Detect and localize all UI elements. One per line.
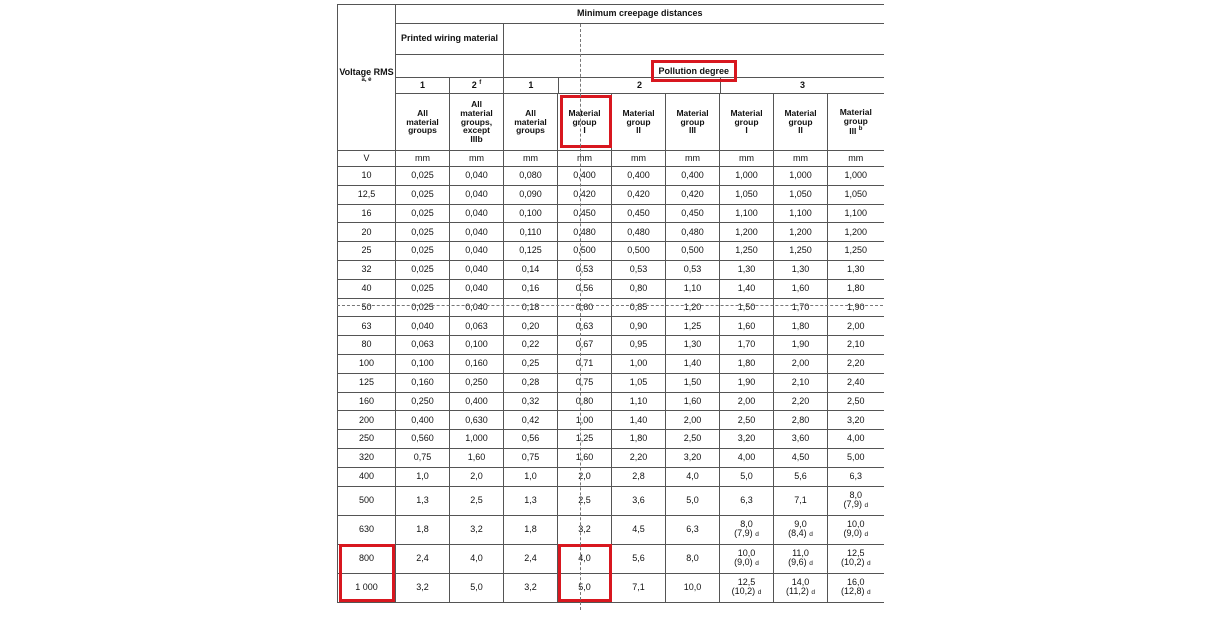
table-row (338, 515, 884, 544)
voltage-cell: 800 (338, 544, 396, 573)
distance-cell: 16,0 (12,8) d (828, 573, 884, 602)
distance-cell: 9,0 (8,4) d (774, 515, 828, 544)
distance-cell: 0,75 (558, 373, 612, 392)
distance-cell: 0,25 (504, 354, 558, 373)
distance-cell: 3,2 (558, 515, 612, 544)
pollution-degree-label: Pollution degree (658, 66, 730, 77)
distance-cell: 4,5 (612, 515, 666, 544)
distance-cell: 0,025 (396, 204, 450, 223)
voltage-header: Voltage RMS $^{a, e}$ (338, 5, 396, 151)
distance-cell: 2,4 (396, 544, 450, 573)
distance-cell: 5,0 (666, 486, 720, 515)
distance-cell: 1,90 (828, 298, 884, 317)
distance-cell: 0,80 (558, 392, 612, 411)
distance-cell: 0,20 (504, 317, 558, 336)
distance-cell: 0,450 (558, 204, 612, 223)
voltage-cell: 63 (338, 317, 396, 336)
distance-cell: 6,3 (720, 486, 774, 515)
material-group-header: All material groups (396, 94, 450, 151)
distance-cell: 1,200 (828, 223, 884, 242)
distance-cell: 0,560 (396, 430, 450, 449)
distance-cell: 0,90 (612, 317, 666, 336)
voltage-cell: 10 (338, 167, 396, 186)
distance-cell: 2,50 (828, 392, 884, 411)
distance-cell: 0,040 (450, 204, 504, 223)
distance-cell: 0,100 (450, 336, 504, 355)
distance-cell: 0,400 (666, 167, 720, 186)
distance-cell: 8,0 (7,9) d (828, 486, 884, 515)
distance-cell: 0,32 (504, 392, 558, 411)
distance-cell: 0,110 (504, 223, 558, 242)
material-group-header: Material group I (558, 94, 612, 151)
distance-cell: 4,0 (558, 544, 612, 573)
distance-cell: 1,0 (504, 467, 558, 486)
distance-cell: 0,100 (396, 354, 450, 373)
table-row (338, 336, 884, 355)
creepage-table-document (337, 4, 883, 610)
distance-cell: 1,100 (828, 204, 884, 223)
distance-cell: 1,90 (720, 373, 774, 392)
distance-cell: 1,0 (396, 467, 450, 486)
distance-cell: 0,56 (558, 279, 612, 298)
distance-cell: 0,420 (612, 185, 666, 204)
distance-cell: 1,80 (720, 354, 774, 373)
distance-cell: 2,4 (504, 544, 558, 573)
distance-cell: 1,40 (720, 279, 774, 298)
voltage-cell: 50 (338, 298, 396, 317)
distance-cell: 4,50 (774, 448, 828, 467)
distance-cell: 1,25 (666, 317, 720, 336)
table-row (338, 486, 884, 515)
distance-cell: 0,025 (396, 242, 450, 261)
distance-cell: 1,40 (612, 411, 666, 430)
table-row (338, 185, 884, 204)
distance-cell: 1,70 (720, 336, 774, 355)
distance-cell: 1,000 (828, 167, 884, 186)
voltage-cell: 40 (338, 279, 396, 298)
distance-cell: 2,8 (612, 467, 666, 486)
table-row (338, 279, 884, 298)
distance-cell: 5,6 (612, 544, 666, 573)
distance-cell: 0,28 (504, 373, 558, 392)
distance-cell: 1,10 (666, 279, 720, 298)
unit-cell: mm (774, 151, 828, 167)
distance-cell: 1,000 (720, 167, 774, 186)
voltage-cell: 32 (338, 260, 396, 279)
distance-cell: 4,00 (828, 430, 884, 449)
distance-cell: 0,040 (396, 317, 450, 336)
unit-cell: mm (558, 151, 612, 167)
table-row (338, 467, 884, 486)
distance-cell: 0,95 (612, 336, 666, 355)
pd-pw1: 1 (396, 77, 450, 93)
distance-cell: 0,040 (450, 260, 504, 279)
distance-cell: 12,5 (10,2) d (828, 544, 884, 573)
distance-cell: 0,500 (558, 242, 612, 261)
unit-cell: mm (666, 151, 720, 167)
distance-cell: 6,3 (828, 467, 884, 486)
table-row (338, 573, 884, 602)
distance-cell: 0,420 (558, 185, 612, 204)
distance-cell: 5,0 (558, 573, 612, 602)
unit-cell: mm (504, 151, 558, 167)
unit-cell: mm (828, 151, 884, 167)
material-group-header: Material group II (612, 94, 666, 151)
voltage-cell: 630 (338, 515, 396, 544)
distance-cell: 1,80 (774, 317, 828, 336)
distance-cell: 10,0 (9,0) d (720, 544, 774, 573)
voltage-cell: 160 (338, 392, 396, 411)
distance-cell: 0,080 (504, 167, 558, 186)
blank-header (504, 24, 884, 55)
table-row (338, 354, 884, 373)
distance-cell: 2,80 (774, 411, 828, 430)
distance-cell: 3,20 (828, 411, 884, 430)
distance-cell: 1,90 (774, 336, 828, 355)
distance-cell: 0,040 (450, 298, 504, 317)
table-row (338, 298, 884, 317)
distance-cell: 0,53 (612, 260, 666, 279)
distance-cell: 2,20 (828, 354, 884, 373)
distance-cell: 1,20 (666, 298, 720, 317)
distance-cell: 0,025 (396, 260, 450, 279)
distance-cell: 0,100 (504, 204, 558, 223)
distance-cell: 6,3 (666, 515, 720, 544)
distance-cell: 2,00 (666, 411, 720, 430)
distance-cell: 0,063 (396, 336, 450, 355)
distance-cell: 0,040 (450, 242, 504, 261)
distance-cell: 2,5 (450, 486, 504, 515)
distance-cell: 1,50 (720, 298, 774, 317)
pd-2: 2 (558, 77, 721, 93)
distance-cell: 1,10 (612, 392, 666, 411)
distance-cell: 0,60 (558, 298, 612, 317)
voltage-cell: 25 (338, 242, 396, 261)
distance-cell: 7,1 (612, 573, 666, 602)
table-row (338, 392, 884, 411)
distance-cell: 1,30 (828, 260, 884, 279)
distance-cell: 1,250 (828, 242, 884, 261)
table-row (338, 544, 884, 573)
table-row (338, 167, 884, 186)
distance-cell: 10,0 (9,0) d (828, 515, 884, 544)
distance-cell: 0,71 (558, 354, 612, 373)
distance-cell: 2,50 (720, 411, 774, 430)
distance-cell: 1,40 (666, 354, 720, 373)
distance-cell: 1,30 (666, 336, 720, 355)
distance-cell: 0,630 (450, 411, 504, 430)
distance-cell: 0,040 (450, 223, 504, 242)
distance-cell: 0,250 (396, 392, 450, 411)
distance-cell: 0,040 (450, 167, 504, 186)
distance-cell: 0,75 (504, 448, 558, 467)
distance-cell: 1,3 (504, 486, 558, 515)
unit-cell: mm (720, 151, 774, 167)
unit-cell: V (338, 151, 396, 167)
material-group-header: Material group III (666, 94, 720, 151)
pd-3: 3 (721, 77, 884, 93)
distance-cell: 0,040 (450, 279, 504, 298)
distance-cell: 2,5 (558, 486, 612, 515)
distance-cell: 3,2 (450, 515, 504, 544)
distance-cell: 0,16 (504, 279, 558, 298)
distance-cell: 0,63 (558, 317, 612, 336)
distance-cell: 0,420 (666, 185, 720, 204)
distance-cell: 3,2 (504, 573, 558, 602)
distance-cell: 0,67 (558, 336, 612, 355)
voltage-cell: 100 (338, 354, 396, 373)
distance-cell: 3,20 (666, 448, 720, 467)
distance-cell: 0,400 (396, 411, 450, 430)
distance-cell: 0,125 (504, 242, 558, 261)
distance-cell: 2,0 (558, 467, 612, 486)
material-group-header: Material group I (720, 94, 774, 151)
distance-cell: 1,8 (396, 515, 450, 544)
distance-cell: 12,5 (10,2) d (720, 573, 774, 602)
voltage-cell: 500 (338, 486, 396, 515)
distance-cell: 2,00 (828, 317, 884, 336)
distance-cell: 1,30 (774, 260, 828, 279)
distance-cell: 2,10 (828, 336, 884, 355)
material-group-header: All material groups, except IIIb (450, 94, 504, 151)
table-title: Minimum creepage distances (396, 5, 884, 24)
distance-cell: 1,050 (828, 185, 884, 204)
distance-cell: 1,200 (774, 223, 828, 242)
distance-cell: 0,500 (612, 242, 666, 261)
distance-cell: 7,1 (774, 486, 828, 515)
distance-cell: 0,025 (396, 298, 450, 317)
distance-cell: 0,400 (558, 167, 612, 186)
distance-cell: 0,040 (450, 185, 504, 204)
distance-cell: 4,00 (720, 448, 774, 467)
pd-pw2: 2 $^f$ (450, 77, 504, 93)
distance-cell: 1,250 (774, 242, 828, 261)
distance-cell: 0,85 (612, 298, 666, 317)
unit-cell: mm (612, 151, 666, 167)
unit-cell: mm (396, 151, 450, 167)
distance-cell: 1,000 (774, 167, 828, 186)
distance-cell: 1,50 (666, 373, 720, 392)
distance-cell: 0,500 (666, 242, 720, 261)
spacer-cell (396, 55, 504, 78)
distance-cell: 10,0 (666, 573, 720, 602)
table-row (338, 317, 884, 336)
distance-cell: 2,00 (774, 354, 828, 373)
table-row (338, 373, 884, 392)
distance-cell: 8,0 (7,9) d (720, 515, 774, 544)
distance-cell: 4,0 (450, 544, 504, 573)
distance-cell: 0,025 (396, 167, 450, 186)
distance-cell: 0,80 (612, 279, 666, 298)
distance-cell: 1,3 (396, 486, 450, 515)
distance-cell: 3,20 (720, 430, 774, 449)
distance-cell: 0,53 (666, 260, 720, 279)
printed-wiring-header: Printed wiring material (396, 24, 504, 55)
distance-cell: 2,00 (720, 392, 774, 411)
table-row (338, 204, 884, 223)
distance-cell: 1,60 (558, 448, 612, 467)
voltage-cell: 320 (338, 448, 396, 467)
material-group-header: Material group III $^b$ (828, 94, 884, 151)
voltage-cell: 80 (338, 336, 396, 355)
voltage-cell: 250 (338, 430, 396, 449)
distance-cell: 1,60 (720, 317, 774, 336)
voltage-cell: 125 (338, 373, 396, 392)
distance-cell: 0,480 (666, 223, 720, 242)
voltage-cell: 20 (338, 223, 396, 242)
distance-cell: 0,480 (558, 223, 612, 242)
table-row (338, 448, 884, 467)
distance-cell: 0,480 (612, 223, 666, 242)
distance-cell: 2,40 (828, 373, 884, 392)
distance-cell: 5,6 (774, 467, 828, 486)
table-row (338, 260, 884, 279)
distance-cell: 4,0 (666, 467, 720, 486)
distance-cell: 0,025 (396, 223, 450, 242)
distance-cell: 2,20 (774, 392, 828, 411)
voltage-cell: 12,5 (338, 185, 396, 204)
distance-cell: 0,14 (504, 260, 558, 279)
voltage-cell: 200 (338, 411, 396, 430)
distance-cell: 2,20 (612, 448, 666, 467)
distance-cell: 1,8 (504, 515, 558, 544)
distance-cell: 0,450 (612, 204, 666, 223)
creepage-table (337, 4, 884, 603)
distance-cell: 0,53 (558, 260, 612, 279)
distance-cell: 2,50 (666, 430, 720, 449)
distance-cell: 3,60 (774, 430, 828, 449)
distance-cell: 1,100 (774, 204, 828, 223)
table-row (338, 430, 884, 449)
distance-cell: 0,400 (450, 392, 504, 411)
distance-cell: 1,70 (774, 298, 828, 317)
distance-cell: 1,80 (828, 279, 884, 298)
pollution-degree-block (504, 55, 884, 94)
distance-cell: 0,025 (396, 279, 450, 298)
distance-cell: 1,30 (720, 260, 774, 279)
table-row (338, 411, 884, 430)
voltage-cell: 400 (338, 467, 396, 486)
voltage-cell: 1 000 (338, 573, 396, 602)
distance-cell: 0,75 (396, 448, 450, 467)
distance-cell: 0,450 (666, 204, 720, 223)
distance-cell: 0,400 (612, 167, 666, 186)
distance-cell: 1,000 (450, 430, 504, 449)
distance-cell: 1,60 (774, 279, 828, 298)
distance-cell: 0,56 (504, 430, 558, 449)
distance-cell: 1,80 (612, 430, 666, 449)
distance-cell: 1,60 (450, 448, 504, 467)
distance-cell: 14,0 (11,2) d (774, 573, 828, 602)
distance-cell: 5,0 (720, 467, 774, 486)
distance-cell: 0,160 (450, 354, 504, 373)
distance-cell: 1,05 (612, 373, 666, 392)
table-row (338, 242, 884, 261)
distance-cell: 1,60 (666, 392, 720, 411)
distance-cell: 1,25 (558, 430, 612, 449)
distance-cell: 1,00 (612, 354, 666, 373)
distance-cell: 0,42 (504, 411, 558, 430)
distance-cell: 8,0 (666, 544, 720, 573)
voltage-cell: 16 (338, 204, 396, 223)
distance-cell: 3,6 (612, 486, 666, 515)
distance-cell: 1,250 (720, 242, 774, 261)
unit-cell: mm (450, 151, 504, 167)
distance-cell: 0,250 (450, 373, 504, 392)
distance-cell: 2,0 (450, 467, 504, 486)
distance-cell: 0,025 (396, 185, 450, 204)
pd-1: 1 (504, 77, 558, 93)
table-row (338, 223, 884, 242)
distance-cell: 1,050 (774, 185, 828, 204)
distance-cell: 0,090 (504, 185, 558, 204)
distance-cell: 0,160 (396, 373, 450, 392)
distance-cell: 1,00 (558, 411, 612, 430)
distance-cell: 5,0 (450, 573, 504, 602)
distance-cell: 11,0 (9,6) d (774, 544, 828, 573)
distance-cell: 0,063 (450, 317, 504, 336)
distance-cell: 0,18 (504, 298, 558, 317)
material-group-header: Material group II (774, 94, 828, 151)
distance-cell: 0,22 (504, 336, 558, 355)
distance-cell: 2,10 (774, 373, 828, 392)
distance-cell: 3,2 (396, 573, 450, 602)
distance-cell: 5,00 (828, 448, 884, 467)
distance-cell: 1,200 (720, 223, 774, 242)
distance-cell: 1,050 (720, 185, 774, 204)
material-group-header: All material groups (504, 94, 558, 151)
distance-cell: 1,100 (720, 204, 774, 223)
